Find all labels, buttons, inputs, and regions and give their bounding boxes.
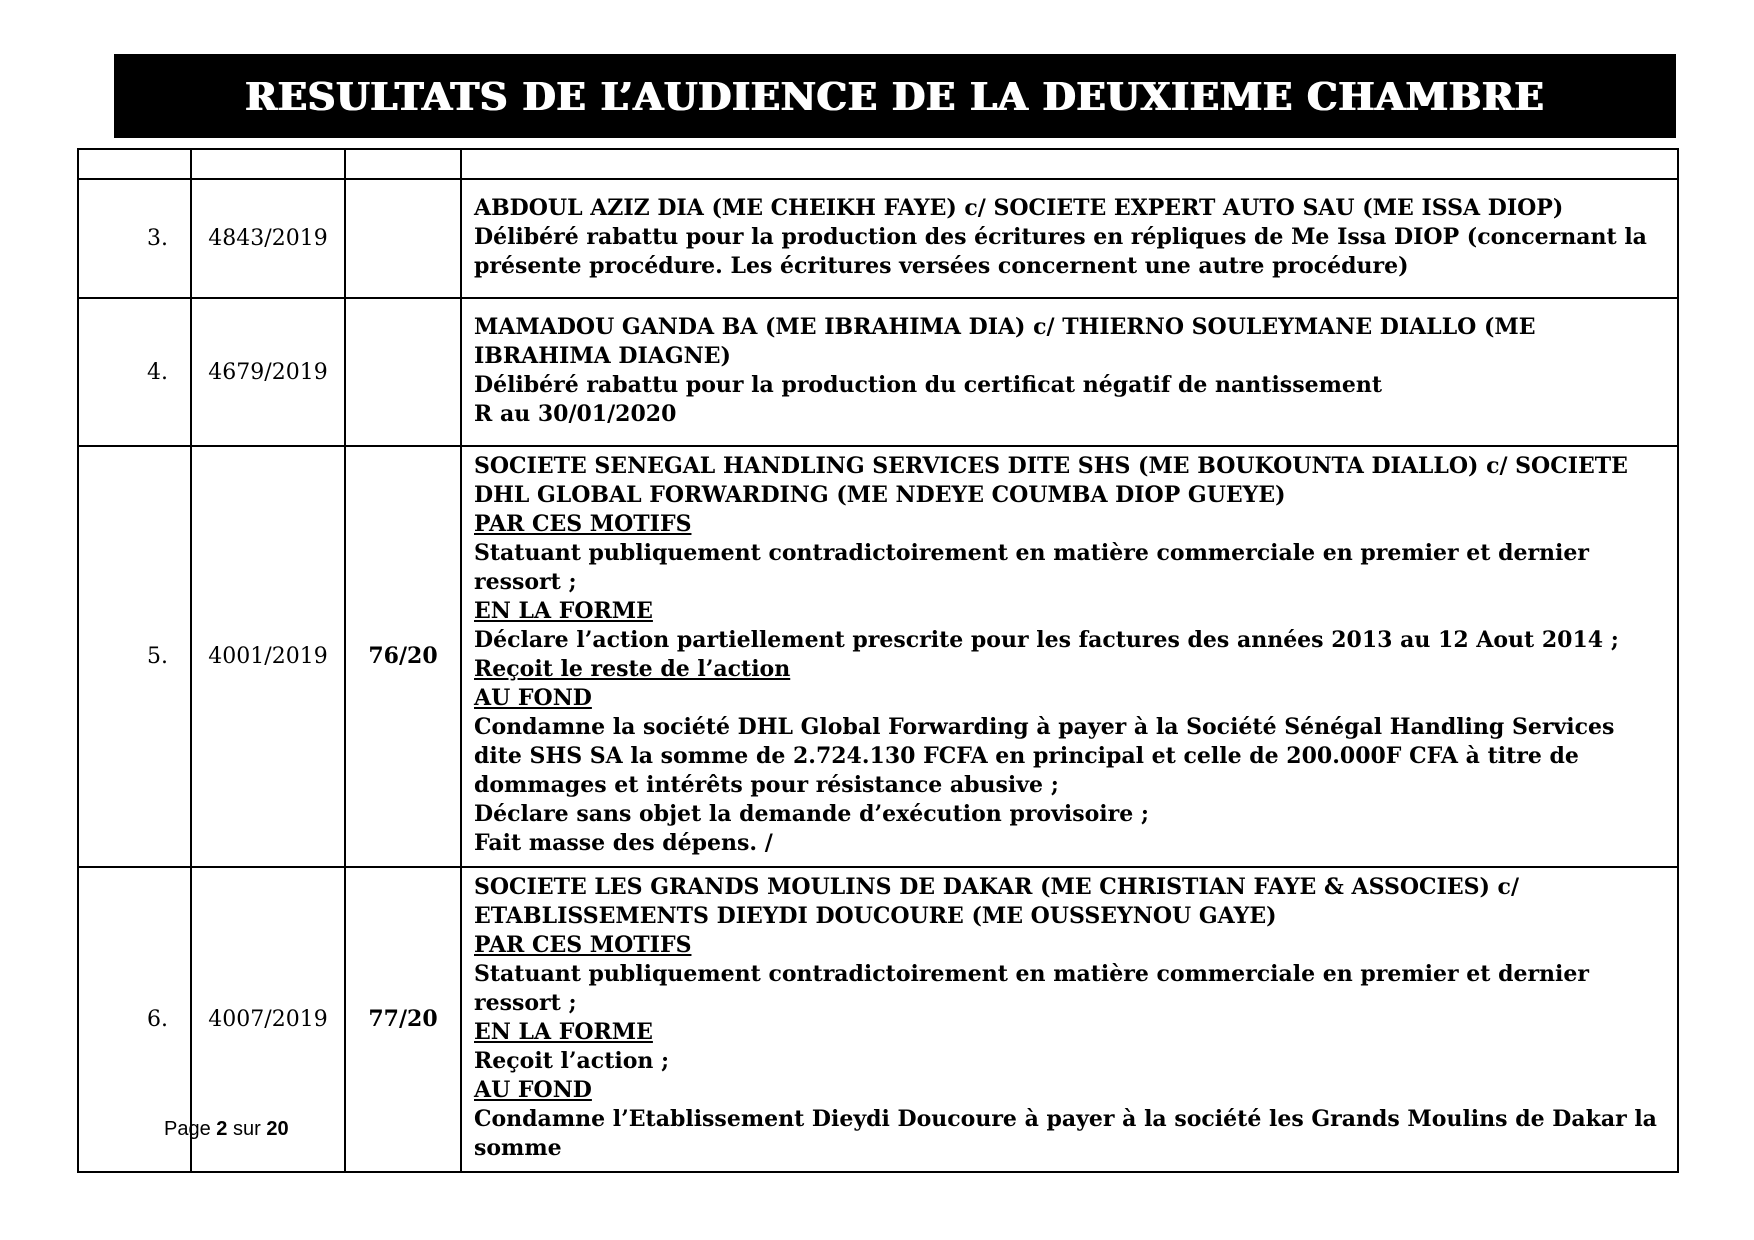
decision-heading: PAR CES MOTIFS	[474, 932, 692, 958]
decision-line: SOCIETE SENEGAL HANDLING SERVICES DITE SHS (ME BOUKOUNTA DIALLO) c/ SOCIETE DHL GLOBAL FORWARDING (ME NDEYE COUMBA DIOP GUEYE)	[474, 453, 1628, 508]
decision-cell	[461, 179, 1678, 298]
table-row	[78, 298, 1678, 446]
decision-heading: Reçoit le reste de l’action	[474, 656, 791, 682]
decision-line: SOCIETE LES GRANDS MOULINS DE DAKAR (ME CHRISTIAN FAYE & ASSOCIES) c/ ETABLISSEMENTS DIEYDI DOUCOURE (ME OUSSEYNOU GAYE)	[474, 874, 1519, 929]
decision-cell	[461, 298, 1678, 446]
decision-line: Reçoit l’action ;	[474, 1048, 670, 1074]
table-header-row	[78, 149, 1678, 179]
decision-heading: AU FOND	[474, 1077, 592, 1103]
page-label: Page	[164, 1118, 211, 1140]
decision-cell	[461, 446, 1678, 867]
decision-heading: PAR CES MOTIFS	[474, 511, 692, 537]
row-number: 6.	[78, 867, 191, 1172]
results-table	[77, 148, 1679, 1173]
decision-cell	[461, 867, 1678, 1172]
judgment-number: 77/20	[345, 867, 461, 1172]
judgment-number: 76/20	[345, 446, 461, 867]
case-number: 4007/2019	[191, 867, 345, 1172]
header-cell-decision	[461, 149, 1678, 179]
table-row	[78, 446, 1678, 867]
decision-line: Condamne la société DHL Global Forwarding à payer à la Société Sénégal Handling Services dite SHS SA la somme de 2.724.130 FCFA en principal et celle de 200.000F CFA à titre de dommages et intérêts pour résistance abusive ;	[474, 714, 1615, 798]
page-footer	[164, 1118, 289, 1141]
decision-line: MAMADOU GANDA BA (ME IBRAHIMA DIA) c/ THIERNO SOULEYMANE DIALLO (ME IBRAHIMA DIAGNE)	[474, 313, 1536, 369]
table-row	[78, 867, 1678, 1172]
header-cell-num	[78, 149, 191, 179]
page-title: RESULTATS DE L’AUDIENCE DE LA DEUXIEME CHAMBRE	[245, 73, 1545, 119]
decision-line: ABDOUL AZIZ DIA (ME CHEIKH FAYE) c/ SOCIETE EXPERT AUTO SAU (ME ISSA DIOP)	[474, 194, 1564, 221]
row-number: 4.	[78, 298, 191, 446]
case-number: 4001/2019	[191, 446, 345, 867]
decision-line: Déclare sans objet la demande d’exécution provisoire ;	[474, 801, 1150, 827]
page-total: 20	[266, 1118, 289, 1140]
decision-line: Fait masse des dépens. /	[474, 830, 773, 856]
judgment-number	[345, 298, 461, 446]
decision-heading: EN LA FORME	[474, 1019, 653, 1045]
case-number: 4679/2019	[191, 298, 345, 446]
title-banner	[114, 54, 1676, 138]
decision-line: Statuant publiquement contradictoirement en matière commerciale en premier et dernier ressort ;	[474, 961, 1589, 1016]
decision-line: Déclare l’action partiellement prescrite pour les factures des années 2013 au 12 Aout 2014 ;	[474, 627, 1619, 653]
header-cell-jugement	[345, 149, 461, 179]
decision-line: Statuant publiquement contradictoirement en matière commerciale en premier et dernier ressort ;	[474, 540, 1589, 595]
decision-line: Délibéré rabattu pour la production des écritures en répliques de Me Issa DIOP (concernant la présente procédure. Les écritures versées concernent une autre procédure)	[474, 223, 1647, 279]
decision-heading: AU FOND	[474, 685, 592, 711]
table-row	[78, 179, 1678, 298]
page-current: 2	[216, 1118, 228, 1140]
case-number: 4843/2019	[191, 179, 345, 298]
header-cell-rg	[191, 149, 345, 179]
decision-heading: EN LA FORME	[474, 598, 653, 624]
decision-line: Condamne l’Etablissement Dieydi Doucoure à payer à la société les Grands Moulins de Dakar la somme	[474, 1106, 1657, 1161]
row-number: 3.	[78, 179, 191, 298]
sur-label: sur	[232, 1118, 261, 1140]
decision-line: Délibéré rabattu pour la production du certificat négatif de nantissement	[474, 371, 1383, 398]
decision-line: R au 30/01/2020	[474, 400, 677, 427]
judgment-number	[345, 179, 461, 298]
row-number: 5.	[78, 446, 191, 867]
